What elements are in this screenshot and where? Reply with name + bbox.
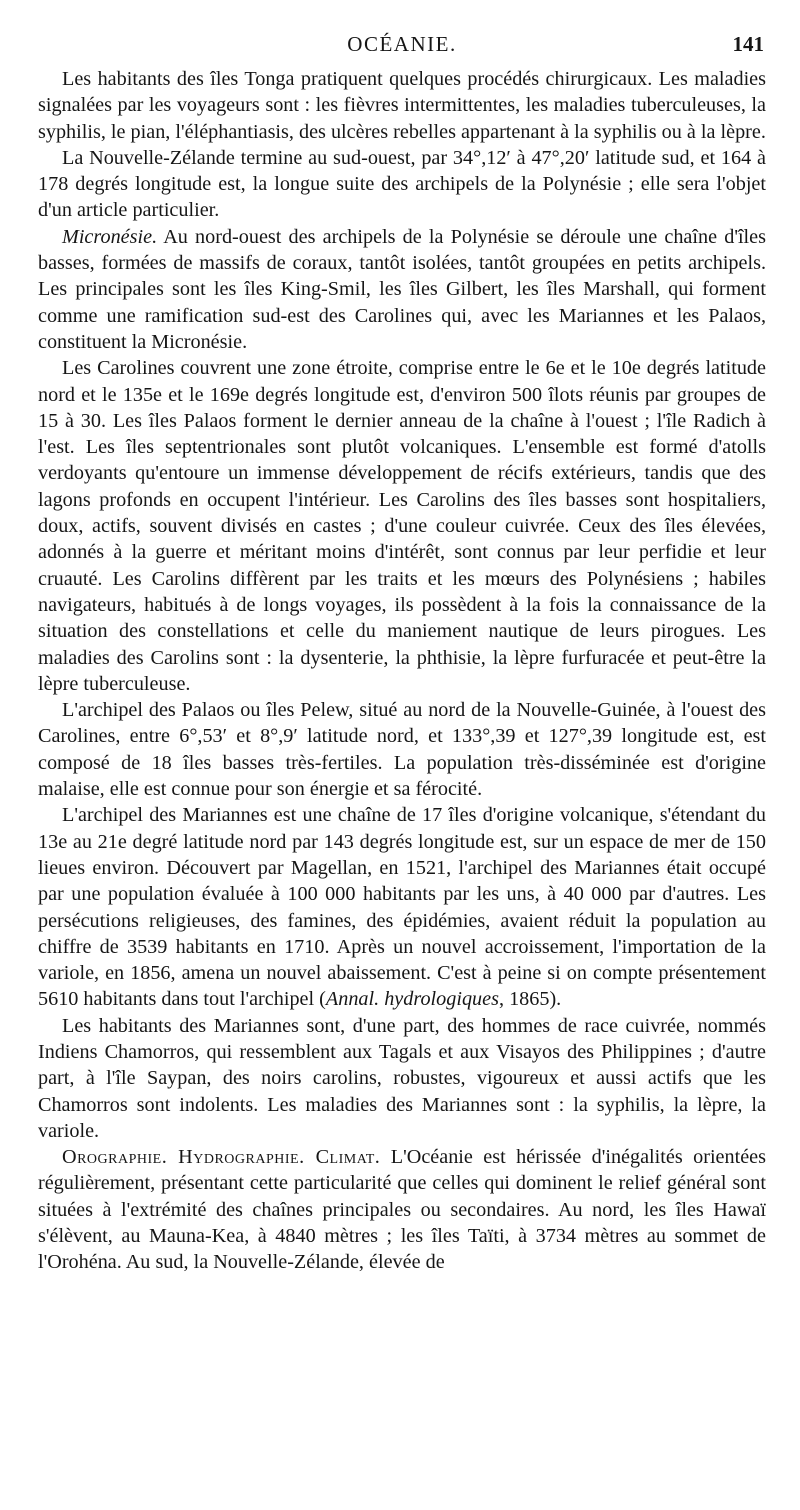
- paragraph-micronesie: [38, 224, 766, 355]
- running-header: [38, 30, 766, 64]
- paragraph-carolines: Les Carolines couvrent une zone étroite, comprise entre le 6e et le 10e degrés latitude nord et le 135e et le 169e degrés longitude est, d'environ 500 îlots réunis par groupes de 15 à 30. Les îles Palaos forment le dernier anneau de la chaîne à l'ouest ; l'île Radich à l'est. Les îles septentrionales sont plutôt volcaniques. L'ensemble est formé d'atolls verdoyants qu'entoure un immense développement de récifs extérieurs, tandis que des lagons profonds en occupent l'intérieur. Les Carolins des îles basses sont hospitaliers, doux, actifs, souvent divisés en castes ; d'une couleur cuivrée. Ceux des îles élevées, adonnés à la guerre et méritant moins d'intérêt, sont connus par leur perfidie et leur cruauté. Les Carolins diffèrent par les traits et les mœurs des Polynésiens ; habiles navigateurs, habitués à de longs voyages, ils possèdent à la fois la connaissance de la situation des constellations et celle du maniement nautique de leurs pirogues. Les maladies des Carolins sont : la dysenterie, la phthisie, la lèpre furfuracée et peut-être la lèpre tuberculeuse.: [38, 357, 766, 695]
- body-text: [38, 66, 766, 1276]
- paragraph-habitants-mariannes: Les habitants des Mariannes sont, d'une part, des hommes de race cuivrée, nommés Indiens Chamorros, qui ressemblent aux Tagals et aux Visayos des Philippines ; d'autre part, à l'île Saypan, des noirs carolins, robustes, vigoureux et aussi actifs que les Chamorros sont indolents. Les maladies des Mariannes sont : la syphilis, la lèpre, la variole.: [38, 1014, 766, 1142]
- paragraph-palaos: L'archipel des Palaos ou îles Pelew, situé au nord de la Nouvelle-Guinée, à l'ouest des Carolines, entre 6°,53′ et 8°,9′ latitude nord, et 133°,39 et 127°,39 longitude est, est composé de 18 îles basses très-fertiles. La population très-disséminée est d'origine malaise, elle est connue pour son énergie et sa férocité.: [38, 699, 766, 801]
- citation-year: , 1865).: [498, 988, 562, 1011]
- paragraph-micronesie-text: Au nord-ouest des archipels de la Polynésie se déroule une chaîne d'îles basses, formées de massifs de coraux, tantôt isolées, tantôt groupées en petits archipels. Les principales sont les îles King-Smil, les îles Gilbert, les îles Marshall, qui forment comme une ramification sud-est des Carolines qui, avec les Mariannes et les Palaos, constituent la Micronésie.: [38, 225, 766, 353]
- citation: Annal. hydrologiques: [325, 988, 499, 1011]
- paragraph-mariannes: [38, 802, 766, 1012]
- section-heading-micronesie: Micronésie.: [62, 225, 158, 248]
- section-heading-orographie: Orographie. Hydrographie. Climat.: [62, 1146, 381, 1169]
- paragraph-mariannes-text: L'archipel des Mariannes est une chaîne de 17 îles d'origine volcanique, s'étendant du 13e au 21e degré latitude nord par 143 degrés longitude est, sur un espace de mer de 150 lieues environ. Découvert par Magellan, en 1521, l'archipel des Mariannes était occupé par une population évaluée à 100 000 habitants par les uns, à 40 000 par d'autres. Les persécutions religieuses, des famines, des épidémies, avaient réduit la population au chiffre de 3539 habitants en 1710. Après un nouvel accroissement, l'importation de la variole, en 1856, amena un nouvel abaissement. C'est à peine si on compte présentement 5610 habitants dans tout l'archipel (: [38, 804, 766, 1011]
- paragraph-nouvelle-zelande: La Nouvelle-Zélande termine au sud-ouest, par 34°,12′ à 47°,20′ latitude sud, et 164 à 178 degrés longitude est, la longue suite des archipels de la Polynésie ; elle sera l'objet d'un article particulier.: [38, 146, 766, 222]
- paragraph-orographie: [38, 1144, 766, 1275]
- running-title: OCÉANIE.: [347, 32, 457, 56]
- page-number: 141: [732, 32, 764, 56]
- paragraph-tonga: Les habitants des îles Tonga pratiquent quelques procédés chirurgicaux. Les maladies signalées par les voyageurs sont : les fièvres intermittentes, les maladies tuberculeuses, la syphilis, le pian, l'éléphantiasis, des ulcères rebelles appartenant à la syphilis ou à la lèpre.: [38, 68, 766, 143]
- paragraph-orographie-text: L'Océanie est hérissée d'inégalités orientées régulièrement, présentant cette particularité que celles qui dominent le relief général sont situées à l'extrémité des chaînes principales ou secondaires. Au nord, les îles Hawaï s'élèvent, au Mauna-Kea, à 4840 mètres ; les îles Taïti, à 3734 mètres au sommet de l'Orohéna. Au sud, la Nouvelle-Zélande, élevée de: [38, 1146, 766, 1274]
